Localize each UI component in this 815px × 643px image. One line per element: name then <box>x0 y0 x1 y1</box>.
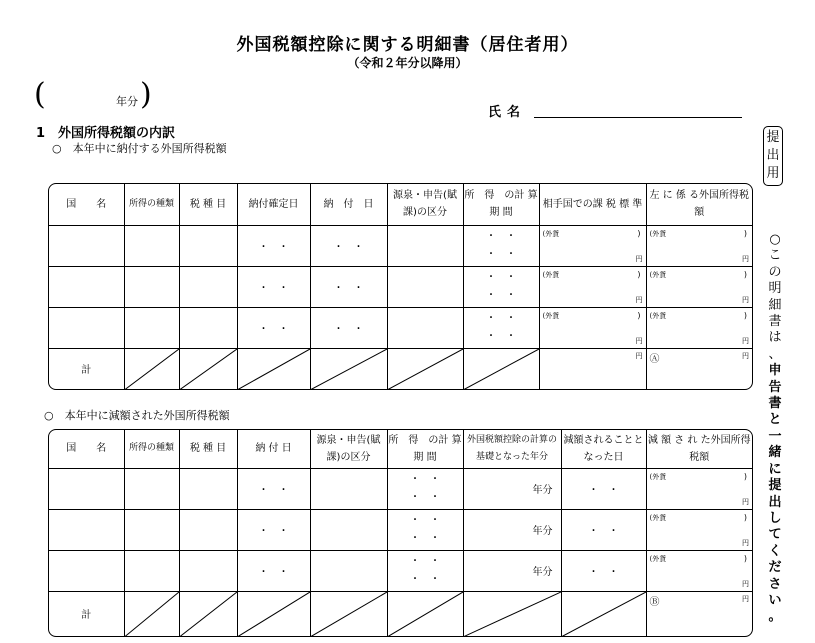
table-row: ・ ・ ・ ・ ・ ・ 年分 ・ ・ (外貨 ) 円 <box>49 509 752 550</box>
col-tax-base: 相手国での課 税 標 準 <box>539 184 646 225</box>
table-row: ・ ・ ・ ・ ・ ・ ・ ・ (外貨 ) 円 (外貨 ) 円 <box>49 266 752 307</box>
total-reduced-tax-b[interactable]: Ⓑ 円 <box>646 591 752 636</box>
col-income-type: 所得の種類 <box>124 430 179 468</box>
col-tax-item: 税 種 目 <box>179 430 237 468</box>
col-payment-fixed-date: 納付確定日 <box>237 184 310 225</box>
name-label: 氏名 <box>488 105 527 120</box>
table-row: ・ ・ ・ ・ ・ ・ ・ ・ (外貨 ) 円 (外貨 ) 円 <box>49 225 752 266</box>
foreign-tax-paid-table <box>48 183 753 390</box>
col-tax-item: 税 種 目 <box>179 184 237 225</box>
section1-sub2: ○ 本年中に減額された外国所得税額 <box>44 409 230 422</box>
col-reduction-date: 減額されることとなった日 <box>561 430 646 468</box>
total-row <box>49 591 752 636</box>
table-row: ・ ・ ・ ・ ・ ・ 年分 ・ ・ (外貨 ) 円 <box>49 550 752 591</box>
table-row: ・ ・ ・ ・ ・ ・ 年分 ・ ・ (外貨 ) 円 <box>49 468 752 509</box>
name-input-line[interactable] <box>534 117 742 118</box>
section1-sub1: ○ 本年中に納付する外国所得税額 <box>52 142 227 155</box>
total-label: 計 <box>49 591 124 636</box>
total-label: 計 <box>49 348 124 389</box>
foreign-tax-reduced-table <box>48 429 753 637</box>
page-title: 外国税額控除に関する明細書（居住者用） <box>236 35 579 55</box>
col-reduced-tax: 減 額 さ れ た外国所得税額 <box>646 430 752 468</box>
col-payment-date: 納 付 日 <box>310 184 387 225</box>
table-header-row <box>49 430 752 468</box>
total-foreign-tax-a[interactable]: Ⓐ 円 <box>646 348 752 389</box>
submission-note: ○ こ の 明 細 書 は 、 申 告 書 と 一 緒 に 提 出 し て く だ さ い 。 <box>768 232 782 625</box>
open-paren: ( <box>34 77 46 112</box>
submission-copy-box: 提 出 用 <box>763 126 783 186</box>
page-subtitle: （令和２年分以降用） <box>347 56 468 70</box>
col-income-type: 所得の種類 <box>124 184 179 225</box>
close-paren: ) <box>140 77 152 112</box>
table-row: ・ ・ ・ ・ ・ ・ ・ ・ (外貨 ) 円 (外貨 ) 円 <box>49 307 752 348</box>
col-basis-year: 外国税額控除の計算の基礎となった年分 <box>463 430 561 468</box>
col-withholding-class: 源泉・申告(賦課)の区分 <box>310 430 387 468</box>
col-country: 国 名 <box>49 430 124 468</box>
mark-a: Ⓐ <box>649 353 660 365</box>
mark-b: Ⓑ <box>649 596 660 608</box>
col-calc-period: 所 得 の計 算 期 間 <box>387 430 463 468</box>
year-label: 年分 <box>116 95 138 108</box>
table-header-row <box>49 184 752 225</box>
total-row: 計 円 Ⓐ 円 <box>49 348 752 389</box>
col-foreign-tax: 左 に 係 る外国所得税額 <box>646 184 752 225</box>
col-withholding-class: 源泉・申告(賦課)の区分 <box>387 184 463 225</box>
col-payment-date: 納 付 日 <box>237 430 310 468</box>
col-calc-period: 所 得 の計 算 期 間 <box>463 184 539 225</box>
section1-heading: 1 外国所得税額の内訳 <box>36 126 176 141</box>
col-country: 国 名 <box>49 184 124 225</box>
